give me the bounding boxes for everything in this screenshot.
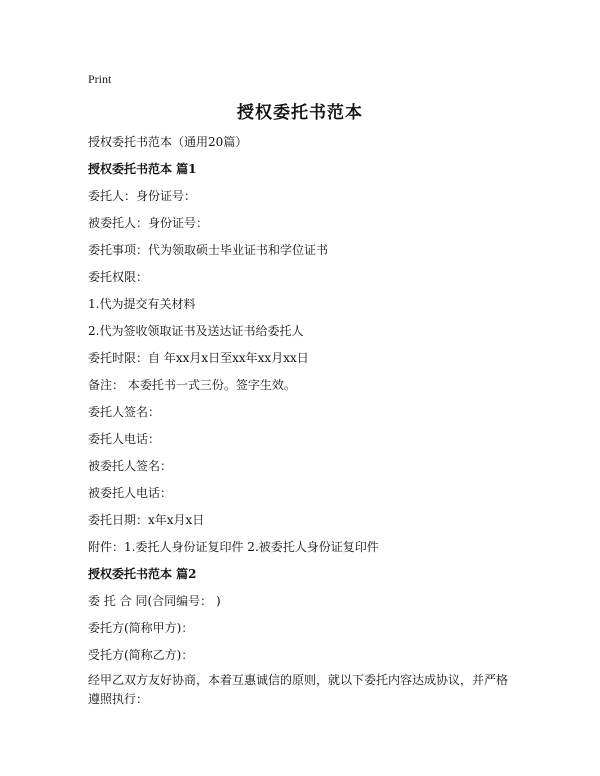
section-2-line-party-b: 受托方(简称乙方)： <box>88 648 194 662</box>
section-1-line-agent-signature: 被委托人签名： <box>88 459 173 473</box>
section-1-line-attachments: 附件：1.委托人身份证复印件 2.被委托人身份证复印件 <box>88 540 379 554</box>
section-1-line-authority: 委托权限： <box>88 270 149 284</box>
section-1-line-principal-signature: 委托人签名： <box>88 405 161 419</box>
section-1-heading: 授权委托书范本 篇1 <box>88 162 197 176</box>
section-1-line-date: 委托日期：x年x月x日 <box>88 513 205 527</box>
section-2-line-contract: 委 托 合 同(合同编号： ) <box>88 594 221 608</box>
section-1-line-matter: 委托事项：代为领取硕士毕业证书和学位证书 <box>88 243 329 257</box>
section-1-line-item-1: 1.代为提交有关材料 <box>88 297 196 311</box>
section-2-line-party-a: 委托方(简称甲方)： <box>88 621 194 635</box>
section-1-line-principal: 委托人：身份证号： <box>88 189 197 203</box>
section-1-line-remark: 备注： 本委托书一式三份。签字生效。 <box>88 378 296 392</box>
section-2-paragraph: 经甲乙双方友好协商，本着互惠诚信的原则，就以下委托内容达成协议，并严格遵照执行： <box>88 673 509 706</box>
section-1-line-period: 委托时限：自 年xx月x日至xx年xx月xx日 <box>88 351 309 365</box>
document-title: 授权委托书范本 <box>237 103 363 123</box>
section-1-line-principal-phone: 委托人电话： <box>88 432 161 446</box>
section-1-line-agent: 被委托人：身份证号： <box>88 216 209 230</box>
section-1-line-agent-phone: 被委托人电话： <box>88 486 173 500</box>
document-subtitle: 授权委托书范本（通用20篇） <box>88 135 248 149</box>
print-link[interactable]: Print <box>88 72 112 86</box>
section-1-line-item-2: 2.代为签收领取证书及送达证书给委托人 <box>88 324 304 338</box>
section-2-heading: 授权委托书范本 篇2 <box>88 567 197 581</box>
